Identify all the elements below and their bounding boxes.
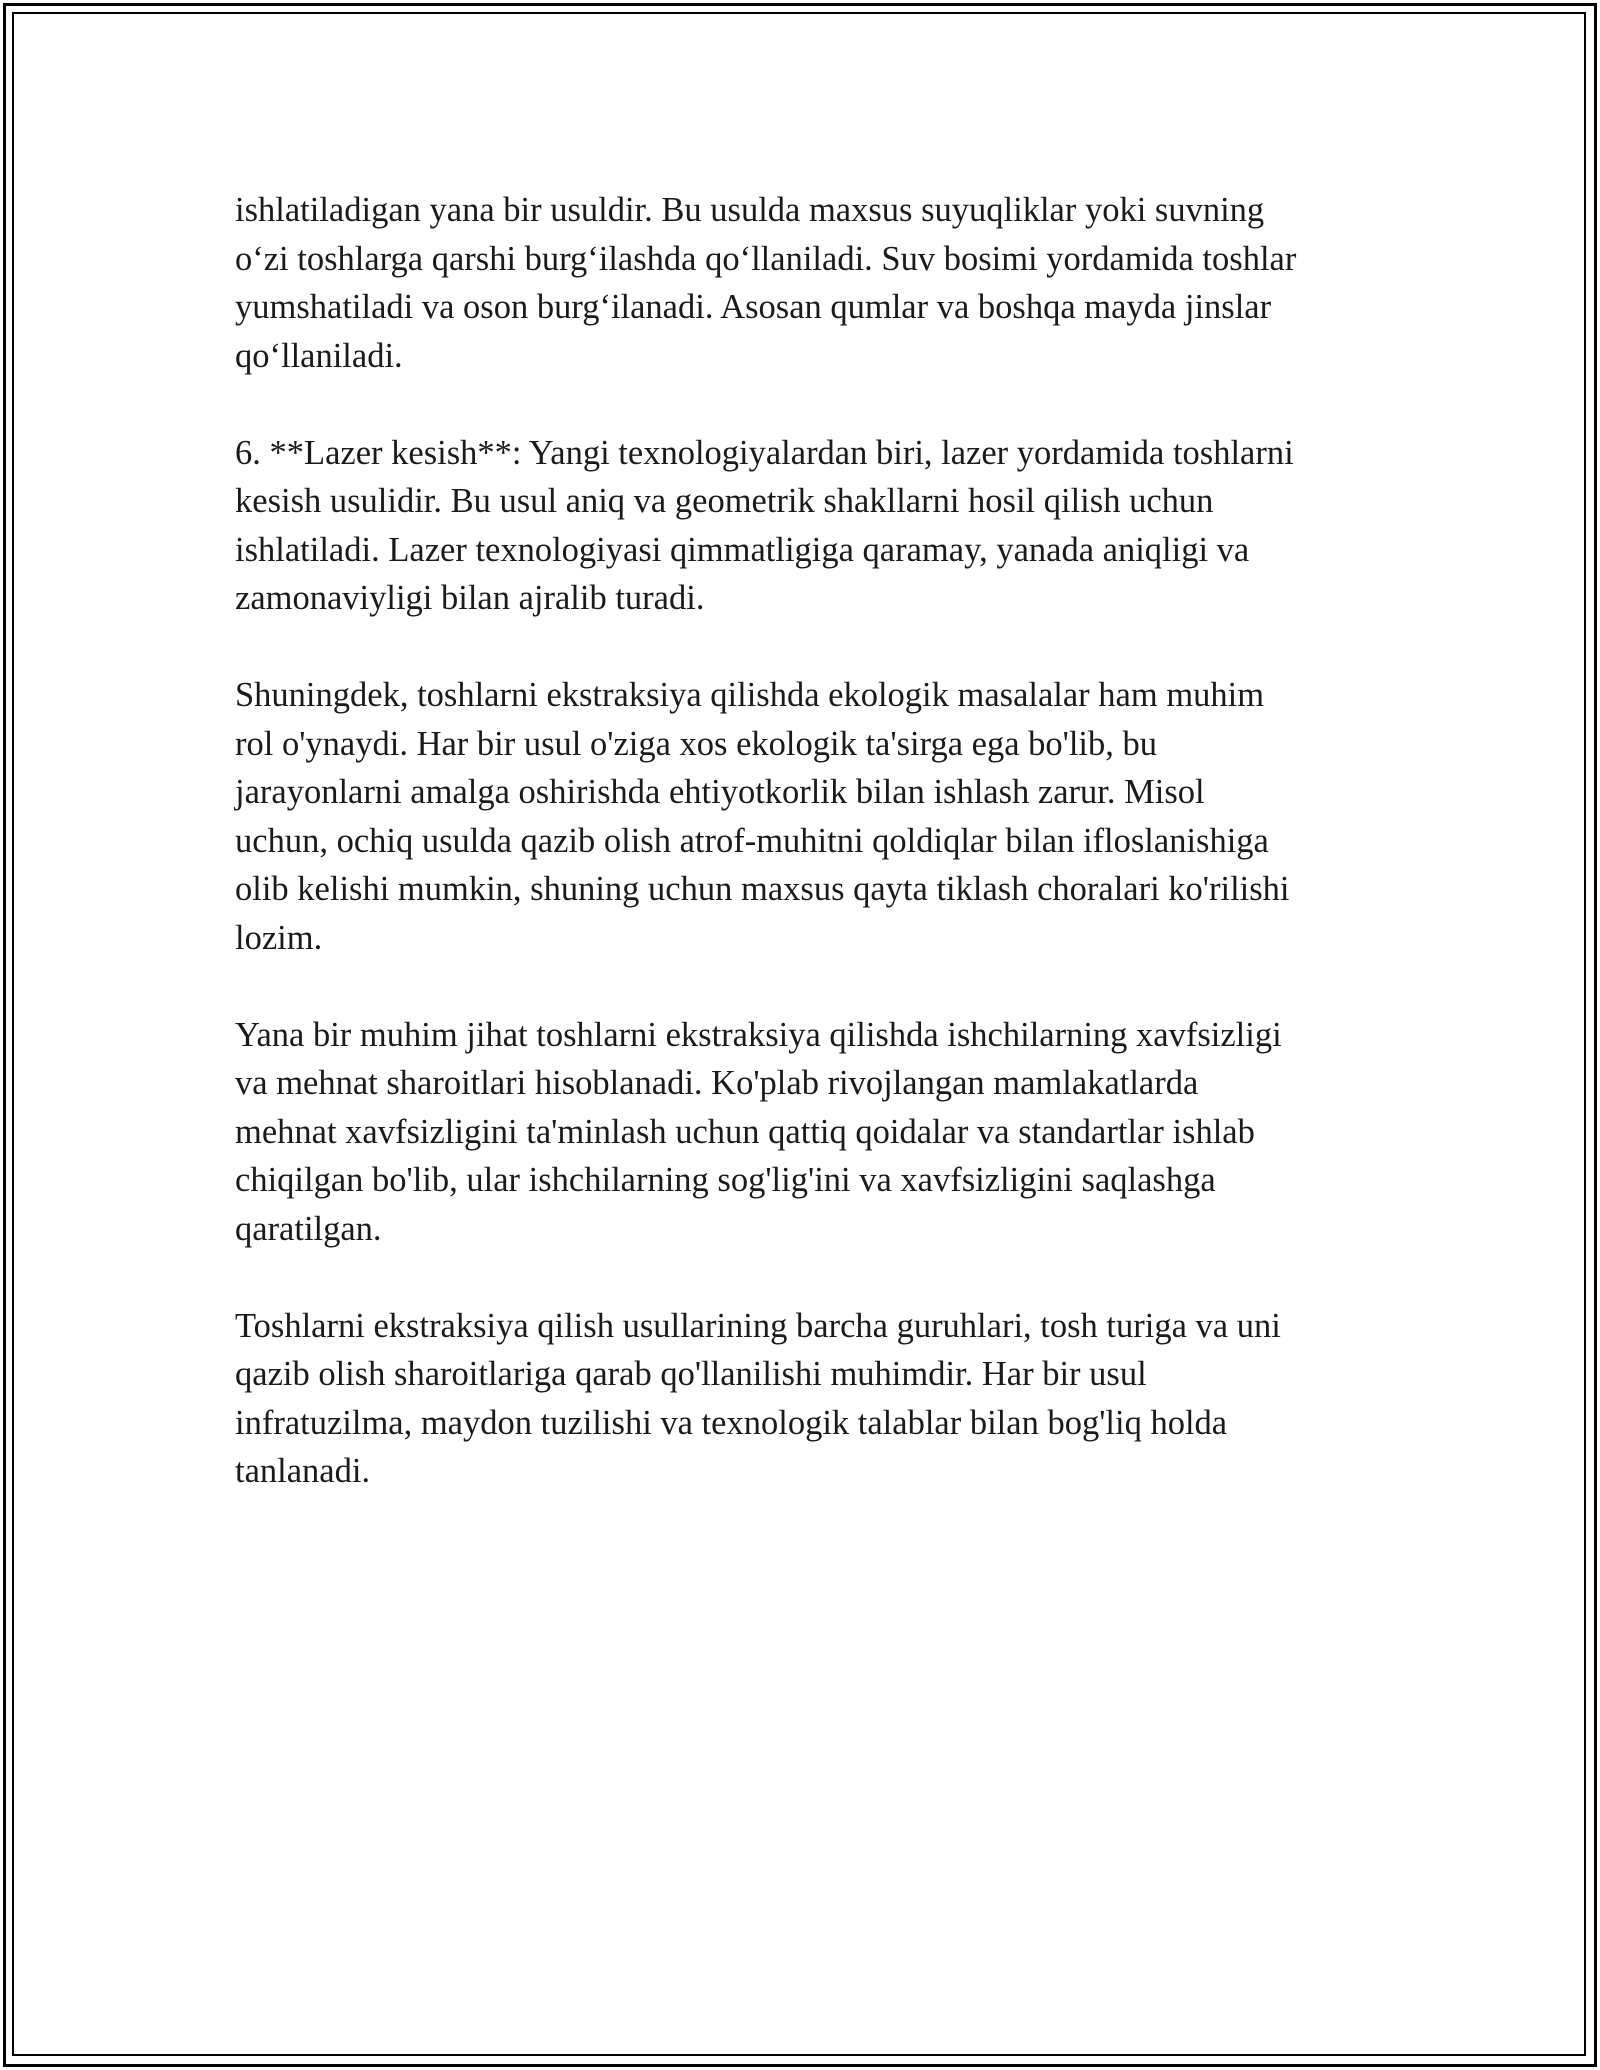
paragraph-worker-safety: Yana bir muhim jihat toshlarni ekstraksiya qilishda ishchilarning xavfsizligi va mehnat sharoitlari hisoblanadi. Ko'plab rivojlangan mamlakatlarda mehnat xavfsizligini ta'minlash uchun qattiq qoidalar va standartlar ishlab chiqilgan bo'lib, ular ishchilarning sog'lig'ini va xavfsizligini saqlashga qaratilgan. [235, 1015, 1282, 1248]
paragraph-laser-cutting: 6. **Lazer kesish**: Yangi texnologiyalardan biri, lazer yordamida toshlarni kesish usulidir. Bu usul aniq va geometrik shakllarni hosil qilish uchun ishlatiladi. Lazer texnologiyasi qimmatligiga qaramay, yanada aniqligi va zamonaviyligi bilan ajralib turadi. [235, 433, 1294, 617]
paragraph-water-drilling: ishlatiladigan yana bir usuldir. Bu usulda maxsus suyuqliklar yoki suvning o‘zi toshlarga qarshi burg‘ilashda qo‘llaniladi. Suv bosimi yordamida toshlar yumshatiladi va oson burg‘ilanadi. Asosan qumlar va boshqa mayda jinslar qo‘llaniladi. [235, 191, 1297, 375]
paragraph-ecological-issues: Shuningdek, toshlarni ekstraksiya qilishda ekologik masalalar ham muhim rol o'ynaydi. Har bir usul o'ziga xos ekologik ta'sirga ega bo'lib, bu jarayonlarni amalga oshirishda ehtiyotkorlik bilan ishlash zarur. Misol uchun, ochiq usulda qazib olish atrof-muhitni qoldiqlar bilan ifloslanishiga olib kelishi mumkin, shuning uchun maxsus qayta tiklash choralari ko'rilishi lozim. [235, 676, 1290, 957]
document-body [235, 186, 1385, 1544]
paragraph-conclusion: Toshlarni ekstraksiya qilish usullarining barcha guruhlari, tosh turiga va uni qazib olish sharoitlariga qarab qo'llanilishi muhimdir. Har bir usul infratuzilma, maydon tuzilishi va texnologik talablar bilan bog'liq holda tanlanadi. [235, 1306, 1281, 1490]
